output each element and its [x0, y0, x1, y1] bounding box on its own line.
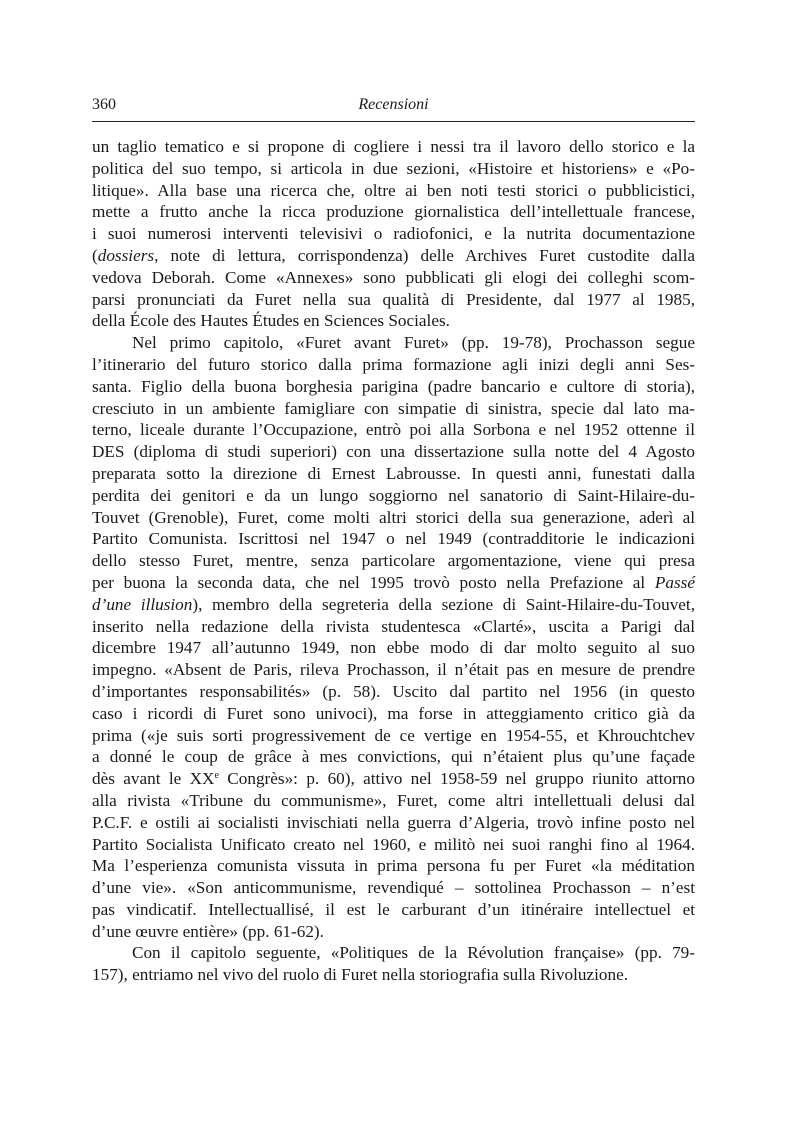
page-number: 360 — [92, 96, 116, 113]
text-line: santa. Figlio della buona borghesia parigina (padre bancario e cultore di storia), — [92, 376, 695, 396]
text-line: Ma l’esperienza comunista vissuta in prima persona fu per Furet «la méditation — [92, 856, 695, 876]
text-line: d’importantes responsabilités» (p. 58). Uscito dal partito nel 1956 (in questo — [92, 681, 695, 701]
page-header — [92, 96, 695, 122]
text-line: perdita dei genitori e da un lungo soggiorno nel sanatorio di Saint-Hilaire-du- — [92, 485, 695, 505]
text-line: terno, liceale durante l’Occupazione, entrò poi alla Sorbona e nel 1952 ottenne il — [92, 420, 695, 440]
body-text — [92, 136, 695, 986]
text-line: (dossiers, note di lettura, corrispondenza) delle Archives Furet custodite dalla — [92, 245, 695, 265]
text-line: preparata sotto la direzione di Ernest Labrousse. In questi anni, funestati dalla — [92, 463, 695, 483]
paragraph — [92, 942, 695, 986]
text-line: l’itinerario del futuro storico dalla prima formazione agli inizi degli anni Ses- — [92, 354, 695, 374]
text-line: Con il capitolo seguente, «Politiques de la Révolution française» (pp. 79- — [132, 943, 695, 963]
text-line: dello stesso Furet, mentre, senza particolare argomentazione, viene qui presa — [92, 551, 695, 571]
text-line: Partito Socialista Unificato creato nel 1960, e militò nei suoi ranghi fino al 1964. — [92, 834, 695, 854]
text-line: un taglio tematico e si propone di cogliere i nessi tra il lavoro dello storico e la — [92, 137, 695, 156]
running-title: Recensioni — [358, 96, 429, 113]
text-line: dès avant le XXe Congrès»: p. 60), attivo nel 1958-59 nel gruppo riunito attorno — [92, 769, 695, 789]
text-line: impegno. «Absent de Paris, rileva Prochasson, il n’était pas en mesure de prendre — [92, 660, 695, 680]
text-line: 157), entriamo nel vivo del ruolo di Furet nella storiografia sulla Rivoluzione. — [92, 965, 629, 985]
text-line: pas vindicatif. Intellectuallisé, il est le carburant d’un itinéraire intellectuel et — [92, 899, 695, 919]
text-line: i suoi numerosi interventi televisivi o radiofonici, e la nutrita documentazione — [92, 224, 695, 244]
text-line: politica del suo tempo, si articola in due sezioni, «Histoire et historiens» e «Po- — [92, 158, 695, 178]
text-line: per buona la seconda data, che nel 1995 trovò posto nella Prefazione al Passé — [92, 572, 695, 592]
text-line: Nel primo capitolo, «Furet avant Furet» (pp. 19-78), Prochasson segue — [132, 333, 695, 353]
text-line: d’une illusion), membro della segreteria della sezione di Saint-Hilaire-du-Touvet, — [92, 594, 695, 614]
paragraph — [92, 332, 695, 942]
text-line: a donné le coup de grâce à mes convictions, qui n’étaient plus qu’une façade — [92, 747, 695, 767]
text-line: Partito Comunista. Iscrittosi nel 1947 o nel 1949 (contradditorie le indicazioni — [92, 529, 695, 549]
text-line: della École des Hautes Études en Sciences Sociales. — [92, 311, 450, 331]
text-line: alla rivista «Tribune du communisme», Furet, come altri intellettuali delusi dal — [92, 790, 695, 810]
paragraph — [92, 136, 695, 332]
text-line: parsi pronunciati da Furet nella sua qualità di Presidente, dal 1977 al 1985, — [92, 289, 695, 309]
text-line: inserito nella redazione della rivista studentesca «Clarté», uscita a Parigi dal — [92, 616, 695, 636]
text-line: Touvet (Grenoble), Furet, come molti altri storici della sua generazione, aderì al — [92, 507, 695, 527]
text-line: vedova Deborah. Come «Annexes» sono pubblicati gli elogi dei colleghi scom- — [92, 267, 695, 287]
text-line: caso i ricordi di Furet sono univoci), ma forse in atteggiamento critico già da — [92, 703, 695, 723]
text-line: P.C.F. e ostili ai socialisti invischiati nella guerra d’Algeria, trovò infine posto nel — [92, 812, 695, 832]
text-line: d’une vie». «Son anticommunisme, revendiqué – sottolinea Prochasson – n’est — [92, 878, 695, 898]
text-line: dicembre 1947 all’autunno 1949, non ebbe modo di dar molto seguito al suo — [92, 638, 695, 658]
text-line: cresciuto in un ambiente famigliare con simpatie di sinistra, specie dal lato ma- — [92, 398, 695, 418]
text-line: prima («je suis sorti progressivement de ce vertige en 1954-55, et Khrouchtchev — [92, 725, 695, 745]
header-rule — [92, 121, 695, 122]
text-line: DES (diploma di studi superiori) con una dissertazione sulla notte del 4 Agosto — [92, 442, 695, 462]
text-line: d’une œuvre entière» (pp. 61-62). — [92, 921, 324, 941]
text-line: litique». Alla base una ricerca che, oltre ai ben noti testi storici o pubblicistici, — [92, 180, 695, 200]
text-line: mette a frutto anche la ricca produzione giornalistica dell’intellettuale francese, — [92, 202, 695, 222]
